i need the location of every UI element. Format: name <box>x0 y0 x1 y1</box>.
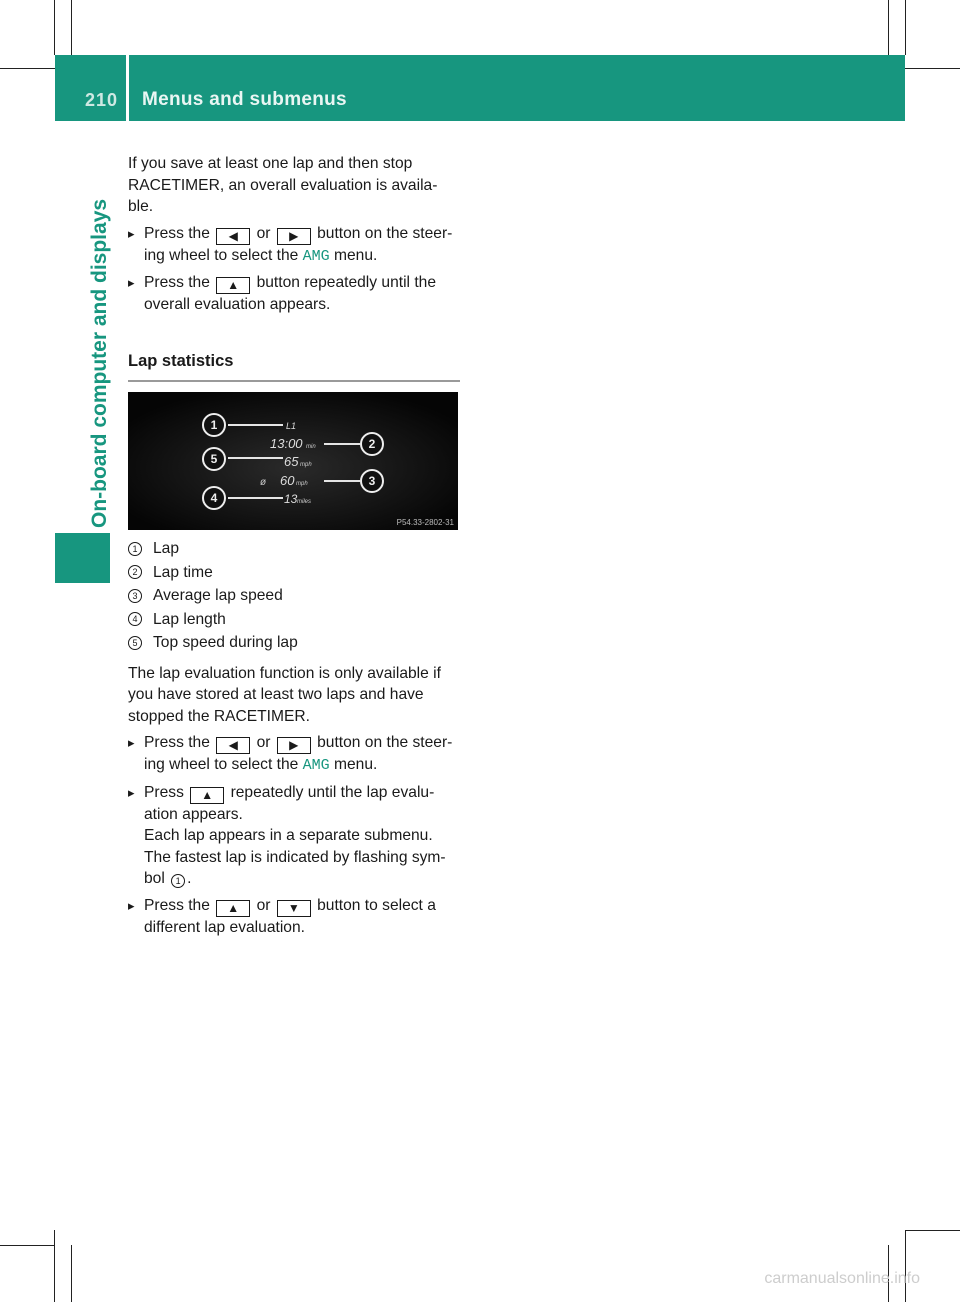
crop-mark <box>54 0 55 55</box>
page-number: 210 <box>85 90 119 110</box>
up-button-icon: ▲ <box>216 900 250 917</box>
step-arrow-icon: ▸ <box>128 225 135 241</box>
avg-speed-unit: mph <box>296 481 308 487</box>
avg-speed-value: 60 <box>280 473 295 488</box>
amg-menu-label: AMG <box>302 247 330 265</box>
crop-mark <box>0 68 55 69</box>
section-side-title: On-board computer and displays <box>88 198 111 528</box>
callout-4 <box>203 487 225 509</box>
right-button-icon: ▶ <box>277 737 311 754</box>
lap-value: L1 <box>286 421 297 431</box>
crop-mark <box>905 1230 906 1302</box>
amg-menu-label: AMG <box>302 757 330 774</box>
lap-time-unit: min <box>306 444 316 450</box>
callout-number-icon: 4 <box>128 612 142 626</box>
average-symbol: ø <box>260 477 267 488</box>
header-divider <box>126 55 129 121</box>
top-speed-value: 65 <box>284 454 299 469</box>
lap-length-unit: miles <box>297 499 312 505</box>
lap-statistics-figure <box>128 392 458 530</box>
svg-text:1: 1 <box>210 418 218 432</box>
lap-length-value: 13 <box>284 492 298 506</box>
crop-mark <box>888 0 889 55</box>
crop-mark <box>54 1230 55 1302</box>
svg-text:2: 2 <box>368 437 376 451</box>
svg-text:4: 4 <box>210 491 218 505</box>
callout-5 <box>203 448 225 470</box>
right-button-icon: ▶ <box>277 228 311 245</box>
svg-text:5: 5 <box>210 452 218 466</box>
step-arrow-icon: ▸ <box>128 275 135 290</box>
figure-legend <box>128 538 460 654</box>
down-button-icon: ▼ <box>277 900 311 917</box>
crop-mark <box>905 1230 960 1231</box>
intro-paragraph: If you save at least one lap and then stop RACETIMER, an overall evaluation is availa- ble. <box>128 155 438 215</box>
instrument-display-illustration <box>128 392 458 530</box>
availability-paragraph: The lap evaluation function is only available if you have stored at least two laps and have stopped the RACETIMER. <box>128 664 441 725</box>
crop-mark <box>71 1245 72 1302</box>
top-speed-unit: mph <box>300 462 312 468</box>
up-button-icon: ▲ <box>190 787 224 804</box>
svg-text:3: 3 <box>368 474 376 488</box>
figure-reference: P54.33-2802-31 <box>396 518 454 527</box>
callout-number-icon: 2 <box>128 565 142 579</box>
callout-1 <box>203 414 225 436</box>
legend-item: 3 Average lap speed <box>128 585 460 607</box>
left-button-icon: ◀ <box>216 228 250 245</box>
left-button-icon: ◀ <box>216 737 250 754</box>
callout-number-icon: 1 <box>128 542 142 556</box>
instruction-step: ▸ Press the ◀ or ▶ button on the steer- ing wheel to select the AMG menu. <box>128 224 453 265</box>
step-arrow-icon: ▸ <box>128 897 135 913</box>
section-heading: Lap statistics <box>128 351 460 383</box>
crop-mark <box>0 1245 55 1246</box>
instruction-step: ▸ Press the ▲ button repeatedly until the overall evaluation appears. <box>128 274 437 313</box>
callout-number-icon: 1 <box>171 874 185 888</box>
callout-number-icon: 5 <box>128 636 142 650</box>
instruction-step: ▸ Press the ◀ or ▶ button on the steer- ing wheel to select the AMG menu. <box>128 734 453 774</box>
crop-mark <box>71 0 72 55</box>
lap-time-value: 13:00 <box>270 436 303 451</box>
up-button-icon: ▲ <box>216 277 250 294</box>
watermark: carmanualsonline.info <box>764 1270 920 1287</box>
header-bar <box>55 55 905 121</box>
callout-2 <box>361 433 383 455</box>
section-side-tab <box>55 533 110 583</box>
main-content <box>128 153 460 938</box>
instruction-step: ▸ Press the ▲ or ▼ button to select a different lap evaluation. <box>128 896 436 936</box>
legend-item: 5 Top speed during lap <box>128 632 460 654</box>
legend-item: 4 Lap length <box>128 609 460 631</box>
legend-item: 1 Lap <box>128 538 460 560</box>
step-arrow-icon: ▸ <box>128 784 135 800</box>
callout-number-icon: 3 <box>128 589 142 603</box>
crop-mark <box>905 68 960 69</box>
crop-mark <box>905 0 906 55</box>
instruction-step: ▸ Press ▲ repeatedly until the lap evalu- ation appears. Each lap appears in a separate submenu. The fastest lap is indicated by flashing sym- bol 1 . <box>128 783 446 887</box>
step-arrow-icon: ▸ <box>128 735 135 750</box>
callout-3 <box>361 470 383 492</box>
page-title: Menus and submenus <box>142 89 347 110</box>
legend-item: 2 Lap time <box>128 562 460 584</box>
